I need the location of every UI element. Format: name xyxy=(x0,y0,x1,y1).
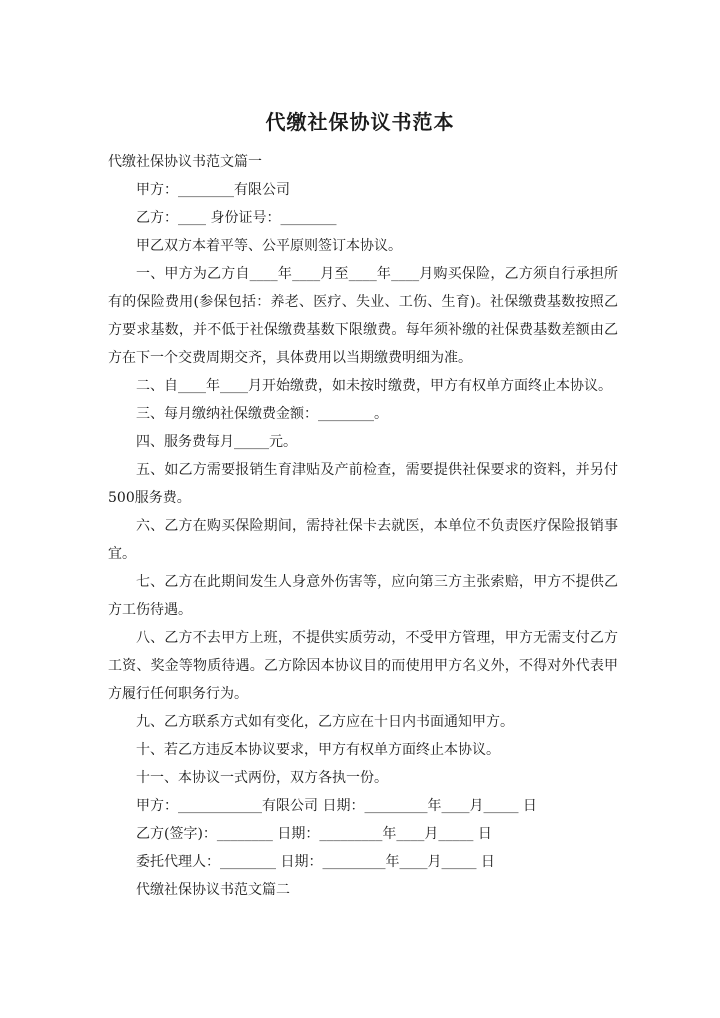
signature-agent: 委托代理人：________ 日期：_________年____月_____ 日 xyxy=(136,854,495,870)
section-heading-2: 代缴社保协议书范文篇二 xyxy=(136,882,290,898)
clause-7: 七、乙方在此期间发生人身意外伤害等，应向第三方主张索赔，甲方不提供乙方工伤待遇。 xyxy=(108,574,618,618)
clause-5: 五、如乙方需要报销生育津贴及产前检查，需要提供社保要求的资料，并另付500服务费。 xyxy=(108,462,618,506)
party-a-line: 甲方：________有限公司 xyxy=(136,182,290,198)
document-body xyxy=(108,148,618,904)
clause-1: 一、甲方为乙方自____年____月至____年____月购买保险，乙方须自行承担所有的保险费用(参保包括：养老、医疗、失业、工伤、生育)。社保缴费基数按照乙方要求基数，并不低于社保缴费基数下限缴费。每年须补缴的社保费基数差额由乙方在下一个交费周期交齐，具体费用以当期缴费明细为准。 xyxy=(108,266,618,366)
signature-party-b: 乙方(签字)：________ 日期：_________年____月_____ 日 xyxy=(136,826,492,842)
clause-2: 二、自____年____月开始缴费，如未按时缴费，甲方有权单方面终止本协议。 xyxy=(136,378,612,394)
party-b-line: 乙方：____ 身份证号：________ xyxy=(136,210,337,226)
clause-3: 三、每月缴纳社保缴费金额：________。 xyxy=(136,406,388,422)
page-title: 代缴社保协议书范本 xyxy=(265,110,455,134)
clause-10: 十、若乙方违反本协议要求，甲方有权单方面终止本协议。 xyxy=(136,742,500,758)
clause-9: 九、乙方联系方式如有变化，乙方应在十日内书面通知甲方。 xyxy=(136,714,514,730)
intro-line: 甲乙双方本着平等、公平原则签订本协议。 xyxy=(136,238,402,254)
clause-4: 四、服务费每月_____元。 xyxy=(136,434,297,450)
signature-party-a: 甲方：____________有限公司 日期：_________年____月_____ 日 xyxy=(136,798,537,814)
clause-6: 六、乙方在购买保险期间，需持社保卡去就医，本单位不负责医疗保险报销事宜。 xyxy=(108,518,618,562)
clause-8: 八、乙方不去甲方上班，不提供实质劳动，不受甲方管理，甲方无需支付乙方工资、奖金等物质待遇。乙方除因本协议目的而使用甲方名义外，不得对外代表甲方履行任何职务行为。 xyxy=(108,630,618,702)
clause-11: 十一、本协议一式两份，双方各执一份。 xyxy=(136,770,388,786)
section-heading-1: 代缴社保协议书范文篇一 xyxy=(108,154,262,170)
